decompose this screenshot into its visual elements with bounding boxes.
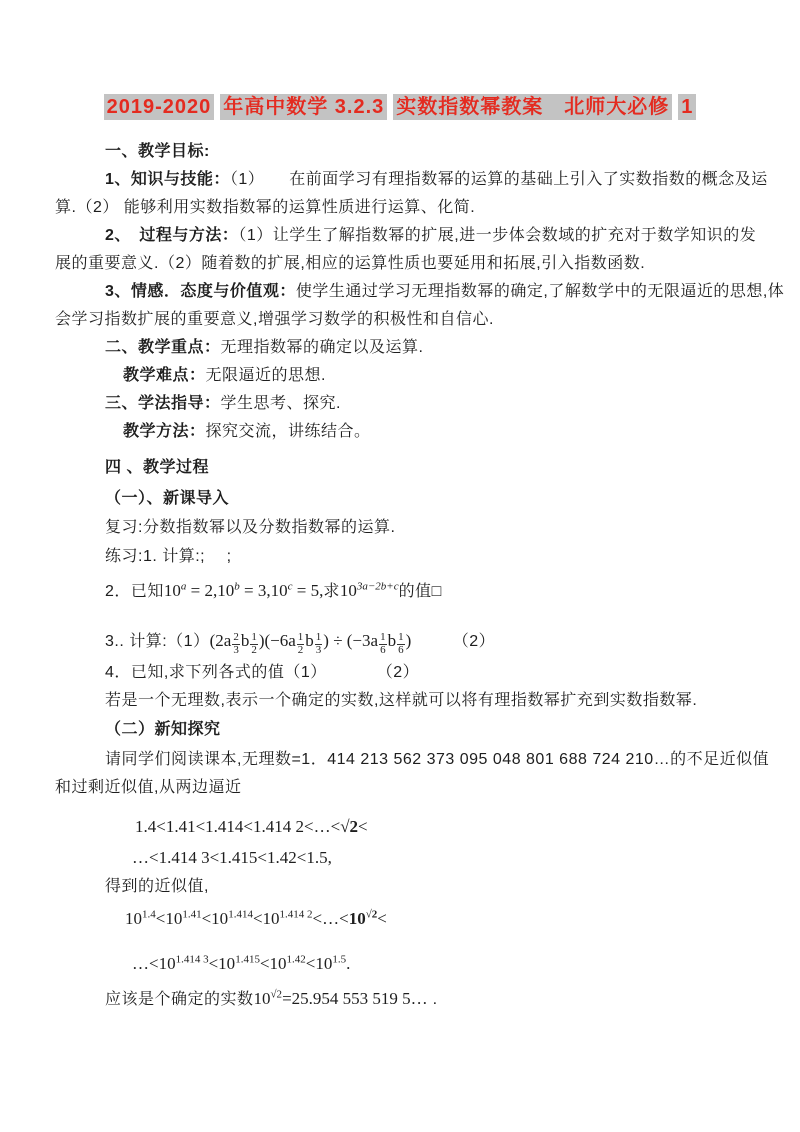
text-line xyxy=(105,222,757,250)
text-run: 会学习指数扩展的重要意义,增强学习数学的积极性和自信心. xyxy=(55,311,494,328)
text-run: < xyxy=(377,909,387,929)
text-run: 2．已知 xyxy=(105,583,164,600)
text-run: 四 、教学过程 xyxy=(105,459,209,476)
text-run: √2 xyxy=(340,817,359,837)
fraction-exponent: $\frac{2}{3}$ xyxy=(233,631,239,656)
text-run: 练习:1. 计算:; ; xyxy=(105,548,232,565)
exponent: 1.414 2 xyxy=(279,908,313,921)
text-run: …<1.414 3<1.415<1.42<1.5, xyxy=(132,848,332,868)
text-run: 10 xyxy=(253,989,271,1009)
text-run: ) xyxy=(405,631,412,650)
text-run: 10 xyxy=(125,909,142,929)
text-run: （2） xyxy=(411,633,496,650)
text-line xyxy=(105,873,745,901)
text-line xyxy=(123,362,745,390)
text-line xyxy=(55,306,745,334)
fraction-exponent: $\frac{1}{2}$ xyxy=(251,631,257,656)
exponent: 3a−2b+c xyxy=(356,580,399,593)
fraction-exponent: $\frac{1}{6}$ xyxy=(380,631,386,656)
text-line xyxy=(105,985,745,1014)
text-run: 探究交流，讲练结合。 xyxy=(205,423,371,440)
text-run: 10 xyxy=(339,581,357,600)
text-line xyxy=(123,418,745,446)
text-line xyxy=(105,390,745,418)
exponent: √2 xyxy=(365,908,378,921)
text-run: b xyxy=(387,631,397,650)
text-line xyxy=(105,514,745,542)
text-run: b xyxy=(305,631,314,650)
text-run: 若是一个无理数,表示一个确定的实数,这样就可以将有理指数幂扩充到实数指数幂. xyxy=(105,692,698,710)
text-run: 求 xyxy=(323,583,340,600)
text-run: （二）新知探究 xyxy=(105,721,221,739)
text-run: 复习:分数指数幂以及分数指数幂的运算. xyxy=(105,519,396,536)
exponent: √2 xyxy=(270,988,283,1001)
text-line xyxy=(105,278,785,306)
exponent: 1.42 xyxy=(286,953,306,966)
text-run: <10 xyxy=(201,909,229,929)
text-line xyxy=(105,454,745,482)
text-line xyxy=(105,716,745,744)
text-run: =25.954 553 519 5… xyxy=(282,989,428,1009)
title-segment: 实数指数幂教案 北师大必修 xyxy=(393,94,672,120)
text-line xyxy=(105,627,745,656)
text-run: b xyxy=(240,631,250,650)
text-run: 3、情感．态度与价值观： xyxy=(105,283,296,300)
text-run: 算.（2） 能够利用实数指数幂的运算性质进行运算、化简. xyxy=(55,199,476,216)
text-run: （1） 在前面学习有理指数幂的运算的基础上引入了实数指数的概念及运 xyxy=(229,171,768,188)
text-run: 的值□ xyxy=(398,583,442,600)
text-run: 2、 过程与方法： xyxy=(105,227,239,244)
text-line xyxy=(105,138,745,166)
text-line xyxy=(55,194,745,222)
text-run: （1）让学生了解指数幂的扩展,进一步体会数域的扩充对于数学知识的发 xyxy=(238,227,757,244)
text-line xyxy=(132,950,745,979)
exponent: 1.4 xyxy=(142,908,156,921)
text-run: = 5, xyxy=(292,581,324,600)
document-title xyxy=(55,92,745,122)
text-run: 得到的近似值, xyxy=(105,878,209,896)
exponent: 1.414 3 xyxy=(175,953,209,966)
title-segment: 1 xyxy=(678,94,696,120)
text-run: <10 xyxy=(305,954,333,974)
text-run: 请同学们阅读课本,无理数=1．414 213 562 373 095 048 801 688 724 210…的不足近似值 xyxy=(105,751,770,769)
exponent: b xyxy=(234,580,240,593)
text-run: 10 xyxy=(270,581,288,600)
text-line xyxy=(125,905,745,934)
exponent: 1.5 xyxy=(332,953,347,966)
text-line xyxy=(105,485,745,513)
text-run: 使学生通过学习无理指数幂的确定,了解数学中的无限逼近的思想,体 xyxy=(295,283,785,300)
text-line xyxy=(55,250,745,278)
text-line xyxy=(105,659,745,687)
text-run: 3.. 计算:（1） xyxy=(105,633,210,650)
fraction-exponent: $\frac{1}{6}$ xyxy=(398,631,404,656)
text-run: 三、学法指导： xyxy=(105,395,221,412)
text-line xyxy=(55,774,745,802)
text-run: 和过剩近似值,从两边逼近 xyxy=(55,779,242,797)
exponent: c xyxy=(287,580,293,593)
title-segment: 2019-2020 xyxy=(104,94,215,120)
text-run: 学生思考、探究. xyxy=(220,395,341,412)
text-run: 展的重要意义.（2）随着数的扩展,相应的运算性质也要延用和拓展,引入指数函数. xyxy=(55,255,646,272)
text-run: )(−6a xyxy=(258,631,296,650)
document-body xyxy=(55,138,785,1014)
text-run: 无限逼近的思想. xyxy=(205,367,326,384)
text-run: <10 xyxy=(155,909,183,929)
text-run: <10 xyxy=(259,954,287,974)
text-run: = 2, xyxy=(186,581,218,600)
text-run: 10 xyxy=(163,581,181,600)
text-run: …<10 xyxy=(132,954,176,974)
exponent: 1.41 xyxy=(182,908,202,921)
exponent: a xyxy=(180,580,187,593)
text-run: < xyxy=(358,817,368,837)
text-run: <10 xyxy=(208,954,236,974)
text-run: 1、知识与技能： xyxy=(105,171,230,188)
text-run: <10 xyxy=(252,909,280,929)
text-run: 10 xyxy=(348,909,366,929)
text-run: 1.4<1.41<1.414<1.414 2<…< xyxy=(135,817,341,837)
text-line xyxy=(105,687,745,715)
text-run: 无理指数幂的确定以及运算. xyxy=(220,339,424,356)
text-run: 教学方法： xyxy=(123,423,206,440)
text-run: 二、教学重点： xyxy=(105,339,221,356)
text-line xyxy=(105,746,770,774)
text-run: . xyxy=(346,954,351,974)
fraction-exponent: $\frac{1}{3}$ xyxy=(315,631,322,656)
text-line xyxy=(105,166,768,194)
text-run: 一、教学目标: xyxy=(105,143,210,160)
text-line xyxy=(105,577,745,606)
text-line xyxy=(105,543,745,571)
text-line xyxy=(132,844,745,873)
exponent: 1.415 xyxy=(235,953,260,966)
title-segment: 年高中数学 3.2.3 xyxy=(220,94,387,120)
text-run: 教学难点： xyxy=(123,367,206,384)
text-run: 应该是个确定的实数 xyxy=(105,991,254,1009)
exponent: 1.414 xyxy=(228,908,253,921)
text-run: 4．已知,求下列各式的值（1） （2） xyxy=(105,664,420,682)
text-run: = 3, xyxy=(239,581,271,600)
text-run: 10 xyxy=(217,581,235,600)
text-line xyxy=(135,813,745,842)
text-line xyxy=(105,334,745,362)
text-run: . xyxy=(427,991,438,1009)
fraction-exponent: $\frac{1}{2}$ xyxy=(297,631,304,656)
text-run: （一）、新课导入 xyxy=(105,490,230,507)
text-run: <…< xyxy=(312,909,349,929)
text-run: ) ÷ (−3a xyxy=(323,631,379,650)
text-run: (2a xyxy=(209,631,232,650)
